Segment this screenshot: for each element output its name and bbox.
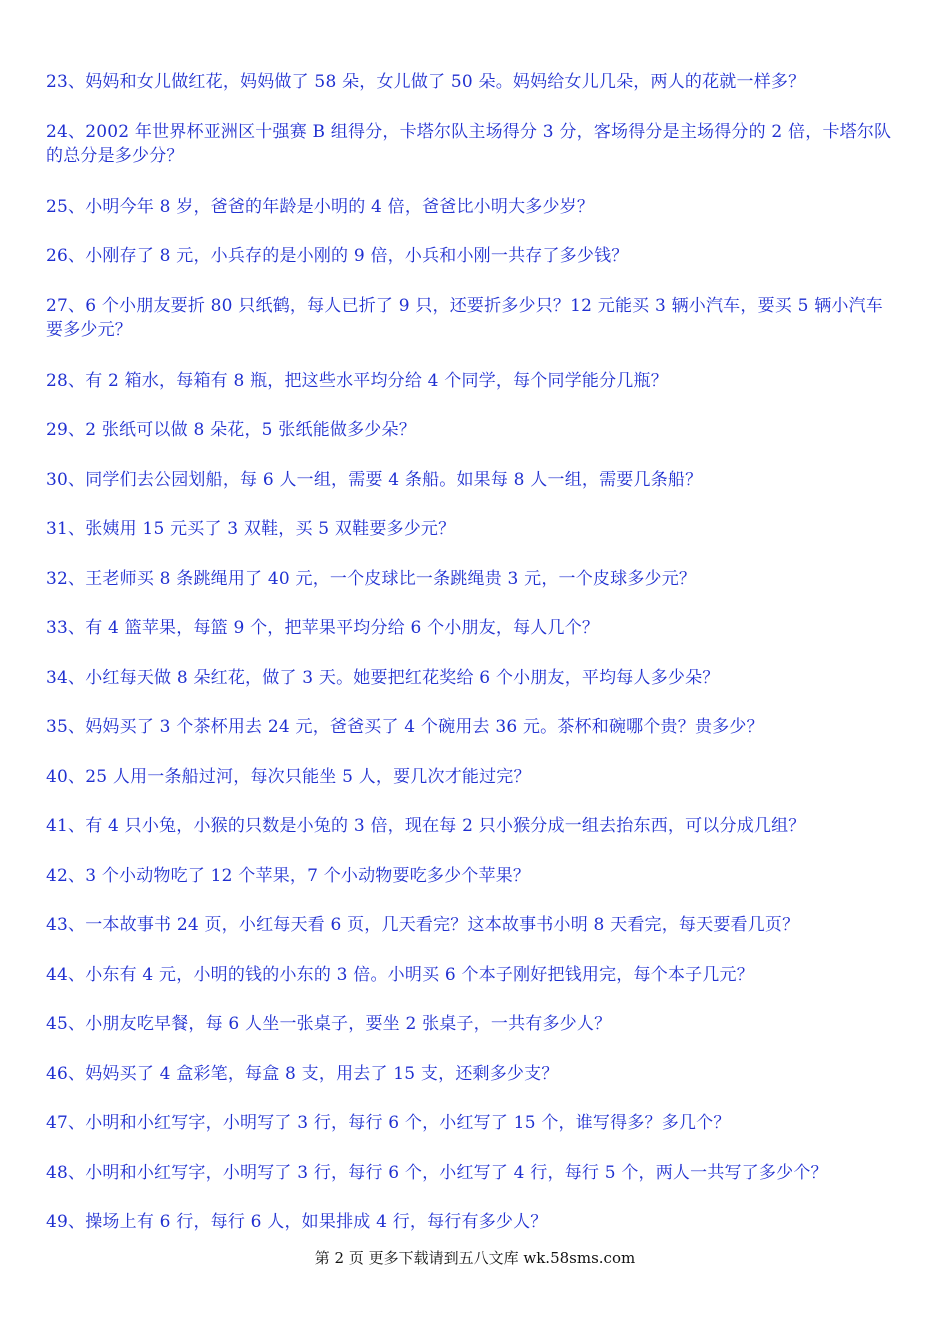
- problem-43: 43、一本故事书 24 页，小红每天看 6 页，几天看完？这本故事书小明 8 天看完，每天要看几页？: [46, 915, 800, 935]
- problem-29: 29、2 张纸可以做 8 朵花，5 张纸能做多少朵？: [46, 420, 416, 440]
- problem-31: 31、张姨用 15 元买了 3 双鞋，买 5 双鞋要多少元？: [46, 519, 456, 539]
- problem-33: 33、有 4 篮苹果，每篮 9 个，把苹果平均分给 6 个小朋友，每人几个？: [46, 618, 600, 638]
- problem-26: 26、小刚存了 8 元，小兵存的是小刚的 9 倍，小兵和小刚一共存了多少钱？: [46, 246, 629, 266]
- problem-34: 34、小红每天做 8 朵红花，做了 3 天。她要把红花奖给 6 个小朋友，平均每人多少朵？: [46, 667, 720, 688]
- problem-45: 45、小朋友吃早餐，每 6 人坐一张桌子，要坐 2 张桌子，一共有多少人？: [46, 1014, 612, 1034]
- problem-48: 48、小明和小红写字，小明写了 3 行，每行 6 个，小红写了 4 行，每行 5 个，两人一共写了多少个？: [46, 1162, 828, 1183]
- page-footer: 第 2 页 更多下载请到五八文库 wk.58sms.com: [314, 1249, 636, 1267]
- problem-32: 32、王老师买 8 条跳绳用了 40 元，一个皮球比一条跳绳贵 3 元，一个皮球多少元？: [46, 568, 697, 589]
- problem-40: 40、25 人用一条船过河，每次只能坐 5 人，要几次才能过完？: [46, 766, 531, 787]
- problem-47: 47、小明和小红写字，小明写了 3 行，每行 6 个，小红写了 15 个，谁写得多？多几个？: [46, 1113, 731, 1133]
- problem-44: 44、小东有 4 元，小明的钱的小东的 3 倍。小明买 6 个本子刚好把钱用完，每个本子几元？: [46, 964, 754, 985]
- problem-35: 35、妈妈买了 3 个茶杯用去 24 元，爸爸买了 4 个碗用去 36 元。茶杯和碗哪个贵？贵多少？: [46, 717, 764, 737]
- problem-42: 42、3 个小动物吃了 12 个苹果，7 个小动物要吃多少个苹果？: [46, 865, 531, 886]
- problem-30: 30、同学们去公园划船，每 6 人一组，需要 4 条船。如果每 8 人一组，需要几条船？: [46, 469, 703, 490]
- problem-27: 27、6 个小朋友要折 80 只纸鹤，每人已折了 9 只，还要折多少只？12 元能买 3 辆小汽车，要买 5 辆小汽车要多少元？: [46, 295, 883, 340]
- problem-24: 24、2002 年世界杯亚洲区十强赛 B 组得分，卡塔尔队主场得分 3 分，客场得分是主场得分的 2 倍，卡塔尔队的总分是多少分？: [46, 121, 892, 166]
- problem-list: [46, 70, 898, 1260]
- problem-23: 23、妈妈和女儿做红花，妈妈做了 58 朵，女儿做了 50 朵。妈妈给女儿几朵，两人的花就一样多？: [46, 72, 806, 92]
- problem-25: 25、小明今年 8 岁，爸爸的年龄是小明的 4 倍，爸爸比小明大多少岁？: [46, 196, 595, 217]
- problem-46: 46、妈妈买了 4 盒彩笔，每盒 8 支，用去了 15 支，还剩多少支？: [46, 1063, 559, 1084]
- problem-41: 41、有 4 只小兔，小猴的只数是小兔的 3 倍，现在每 2 只小猴分成一组去抬东西，可以分成几组？: [46, 816, 806, 836]
- problem-49: 49、操场上有 6 行，每行 6 人，如果排成 4 行，每行有多少人？: [46, 1212, 548, 1232]
- problem-28: 28、有 2 箱水，每箱有 8 瓶，把这些水平均分给 4 个同学，每个同学能分几瓶？: [46, 370, 668, 391]
